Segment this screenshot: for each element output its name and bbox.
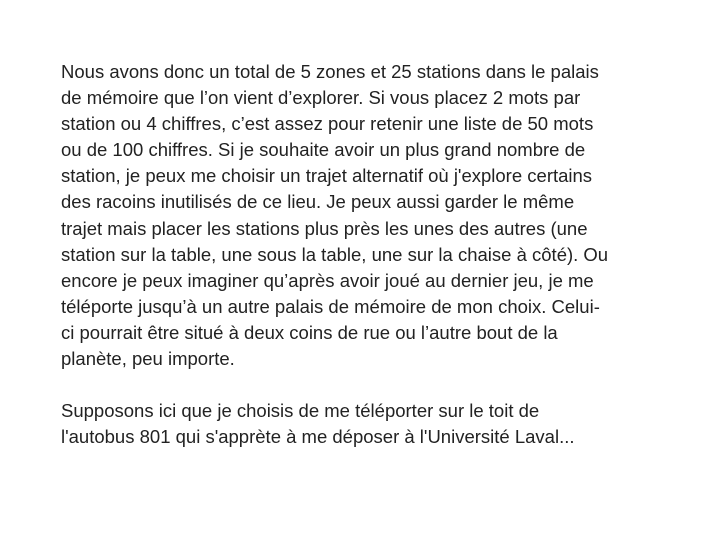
paragraph-2 — [61, 398, 661, 450]
text-line: station, je peux me choisir un trajet alternatif où j'explore certains — [61, 165, 593, 187]
text-line: Supposons ici que je choisis de me téléporter sur le toit de — [61, 400, 540, 422]
text-line: trajet mais placer les stations plus près les unes des autres (une — [61, 217, 588, 239]
text-line: Nous avons donc un total de 5 zones et 25 stations dans le palais — [61, 61, 599, 82]
text-line: ou de 100 chiffres. Si je souhaite avoir un plus grand nombre de — [61, 139, 586, 161]
text-line: ci pourrait être situé à deux coins de rue ou l’autre bout de la — [61, 321, 558, 343]
text-line: encore je peux imaginer qu’après avoir joué au dernier jeu, je me — [61, 269, 594, 291]
text-line: des racoins inutilisés de ce lieu. Je peux aussi garder le même — [61, 191, 575, 213]
text-line: l'autobus 801 qui s'apprète à me déposer à l'Université Laval... — [61, 426, 575, 448]
slide-body-text — [61, 59, 661, 450]
text-line: planète, peu importe. — [61, 348, 235, 370]
text-line: de mémoire que l’on vient d’explorer. Si vous placez 2 mots par — [61, 87, 581, 109]
text-line: téléporte jusqu’à un autre palais de mémoire de mon choix. Celui- — [61, 295, 600, 317]
paragraph-1 — [61, 59, 661, 372]
paragraph-spacer — [61, 372, 661, 398]
text-line: station ou 4 chiffres, c’est assez pour retenir une liste de 50 mots — [61, 113, 594, 135]
text-line: station sur la table, une sous la table, une sur la chaise à côté). Ou — [61, 243, 609, 265]
